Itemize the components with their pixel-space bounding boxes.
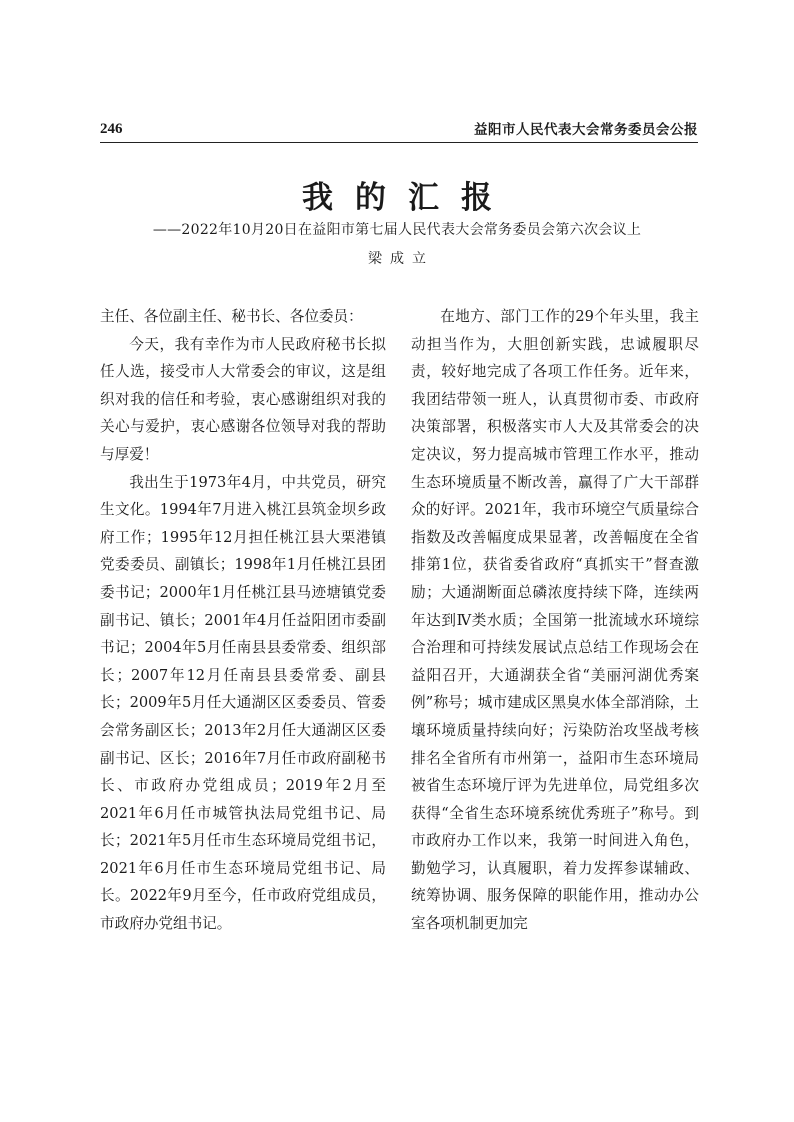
- salutation-paragraph: 主任、各位副主任、秘书长、各位委员：: [100, 308, 363, 325]
- article-subtitle: ——2022年10月20日在益阳市第七届人民代表大会常务委员会第六次会议上: [152, 222, 642, 238]
- opening-paragraph: 今天，我有幸作为市人民政府秘书长拟任人选，接受市人大常委会的审议，这是组织对我的信任和考验，衷心感谢组织对我的关心与爱护，衷心感谢各位领导对我的帮助与厚爱！: [100, 335, 386, 463]
- article-author: 梁成立: [368, 251, 434, 267]
- work-record-paragraph: 在地方、部门工作的29个年头里，我主动担当作为，大胆创新实践，忠诚履职尽责，较好地完成了各项工作任务。近年来，我团结带领一班人，认真贯彻市委、市政府决策部署，积极落实市人大及其常委会的决定决议，努力提高城市管理工作水平，推动生态环境质量不断改善，赢得了广大干部群众的好评。2021年，我市环境空气质量综合指数及改善幅度成果显著，改善幅度在全省排第1位，获省委省政府“真抓实干”督查激励；大通湖断面总磷浓度持续下降，连续两年达到Ⅳ类水质；全国第一批流域水环境综合治理和可持续发展试点总结工作现场会在益阳召开，大通湖获全省“美丽河湖优秀案例”称号；城市建成区黑臭水体全部消除，土壤环境质量持续向好；污染防治攻坚战考核排名全省所有市州第一，益阳市生态环境局被省生态环境厅评为先进单位，局党组多次获得“全省生态环境系统优秀班子”称号。到市政府办工作以来，我第一时间进入角色，勤勉学习，认真履职，着力发挥参谋辅政、统筹协调、服务保障的职能作用，推动办公室各项机制更加完: [411, 308, 699, 933]
- page-number: 246: [100, 121, 123, 137]
- body-column-left: [100, 303, 386, 938]
- body-column-right: [411, 303, 699, 938]
- biography-paragraph: 我出生于1973年4月，中共党员，研究生文化。1994年7月进入桃江县筑金坝乡政府工作；1995年12月担任桃江县大栗港镇党委委员、副镇长；1998年1月任桃江县团委书记；2000年1月任桃江县马迹塘镇党委副书记、镇长；2001年4月任益阳团市委副书记；2004年5月任南县县委常委、组织部长；2007年12月任南县县委常委、副县长；2009年5月任大通湖区区委委员、管委会常务副区长；2013年2月任大通湖区区委副书记、区长；2016年7月任市政府副秘书长、市政府办党组成员；2019年2月至2021年6月任市城管执法局党组书记、局长；2021年5月任市生态环境局党组书记，2021年6月任市生态环境局党组书记、局长。2022年9月至今，任市政府党组成员，市政府办党组书记。: [100, 473, 386, 933]
- running-header: [100, 116, 698, 143]
- journal-title: 益阳市人民代表大会常务委员会公报: [474, 122, 698, 138]
- article-title: 我的汇报: [302, 180, 514, 216]
